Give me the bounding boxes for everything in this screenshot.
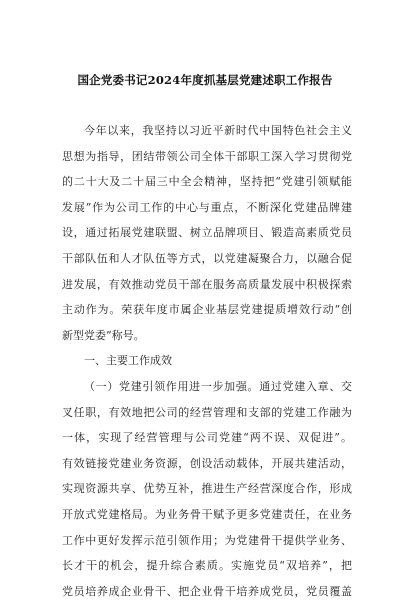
paragraph-line: 开放式党建格局。为业务骨干赋予更多党建责任，在业务 — [62, 507, 352, 521]
paragraph-line: 新型党委”称号。 — [62, 328, 145, 342]
paragraph-line: 设，通过拓展党建联盟、树立品牌项目、锻造高素质党员 — [62, 226, 352, 240]
paragraph-line: 主动作为。荣获年度市属企业基层党建提质增效行动“创 — [62, 303, 352, 317]
section-heading: 一、主要工作成效 — [84, 354, 172, 368]
paragraph-line: （一）党建引领作用进一步加强。通过党建入章、交 — [84, 379, 352, 393]
paragraph-line: 长才干的机会，提升综合素质。实施党员“双培养”，把 — [62, 559, 352, 573]
paragraph-line: 有效链接党建业务资源，创设活动载体，开展共建活动， — [62, 456, 352, 470]
paragraph-line: 一体，实现了经营管理与公司党建“两不误、双促进”。 — [62, 431, 352, 445]
paragraph-line: 工作中更好发挥示范引领作用；为党建骨干提供学业务、 — [62, 533, 352, 547]
paragraph-line: 叉任职，有效地把公司的经营管理和支部的党建工作融为 — [62, 405, 352, 419]
paragraph-line: 实现资源共享、优势互补，推进生产经营深度合作，形成 — [62, 482, 352, 496]
paragraph-line: 进发展，有效推动党员干部在服务高质量发展中积极探索 — [62, 277, 352, 291]
paragraph-line: 干部队伍和人才队伍等方式，以党建凝聚合力，以融合促 — [62, 251, 352, 265]
paragraph-line: 今年以来，我坚持以习近平新时代中国特色社会主义 — [84, 124, 352, 137]
paragraph-line: 的二十大及二十届三中全会精神，坚持把“党建引领赋能 — [62, 175, 352, 189]
paragraph-line: 思想为指导，团结带领公司全体干部职工深入学习贯彻党 — [62, 149, 352, 163]
document-title: 国企党委书记2024年度抓基层党建述职工作报告 — [77, 73, 333, 87]
paragraph-line: 发展”作为公司工作的中心与重点，不断深化党建品牌建 — [62, 200, 352, 214]
paragraph-line: 党员培养成企业骨干、把企业骨干培养成党员，党员覆盖 — [62, 584, 352, 598]
document-body — [62, 118, 352, 604]
